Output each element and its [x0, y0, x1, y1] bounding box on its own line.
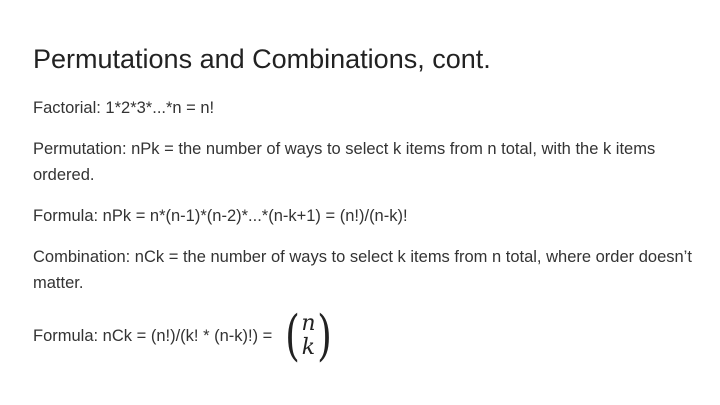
right-paren: ) — [316, 304, 332, 367]
left-paren: ( — [285, 304, 301, 367]
slide-title: Permutations and Combinations, cont. — [33, 44, 491, 74]
factorial-text: Factorial: 1*2*3*...*n = n! — [33, 99, 215, 117]
permutation-formula: Formula: nPk = n*(n-1)*(n-2)*...*(n-k+1) = (n!)/(n-k)! — [33, 207, 408, 225]
binomial-coefficient-image — [282, 304, 334, 367]
binomial-top: n — [301, 311, 316, 336]
combination-formula: Formula: nCk = (n!)/(k! * (n-k)!) = — [33, 327, 273, 345]
binomial-bottom: k — [301, 335, 316, 360]
combination-text: Combination: nCk = the number of ways to select k items from n total, where order doesn’t matter. — [33, 248, 692, 292]
combination-formula-line — [33, 304, 693, 367]
slide-body — [33, 95, 693, 367]
permutation-text: Permutation: nPk = the number of ways to select k items from n total, with the k items ordered. — [33, 140, 656, 184]
